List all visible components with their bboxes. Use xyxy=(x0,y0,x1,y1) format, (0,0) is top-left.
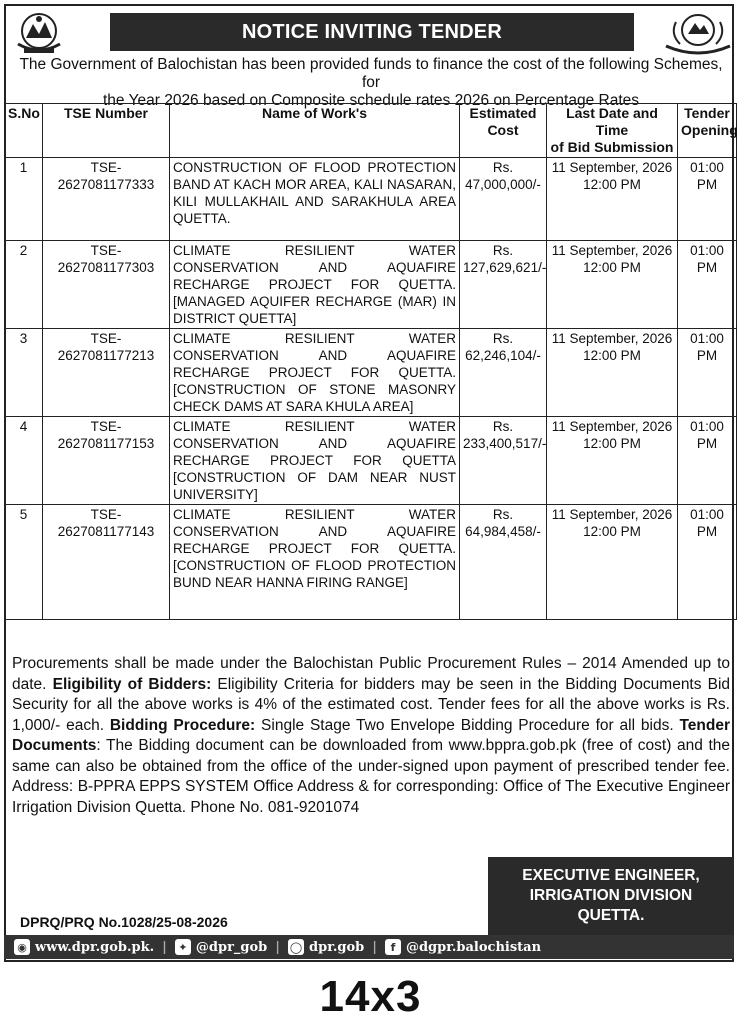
tse-prefix: TSE- xyxy=(90,507,122,522)
cost-currency: Rs. xyxy=(492,243,514,258)
tender-table xyxy=(4,103,737,620)
tse-number: 2627081177213 xyxy=(57,348,155,363)
col-header-tse: TSE Number xyxy=(43,104,170,158)
cell-tse xyxy=(43,329,170,417)
tse-prefix: TSE- xyxy=(90,331,122,346)
cell-date xyxy=(547,158,678,241)
cell-tse xyxy=(43,158,170,241)
signature-block xyxy=(488,857,734,935)
opening-period: PM xyxy=(696,348,718,363)
tse-number: 2627081177153 xyxy=(57,436,155,451)
time-text: 12:00 PM xyxy=(583,436,641,451)
cell-opening xyxy=(678,241,737,329)
cell-tse xyxy=(43,505,170,620)
time-text: 12:00 PM xyxy=(583,524,641,539)
date-text: 11 September, 2026 xyxy=(551,243,673,258)
cell-work: CLIMATE RESILIENT WATER CONSERVATION AND AQUAFIRE RECHARGE PROJECT FOR QUETTA. [MANAGED AQUIFER RECHARGE (MAR) IN DISTRICT QUETTA] xyxy=(170,241,460,329)
facebook-icon: f xyxy=(385,939,401,955)
eligibility-label: Eligibility of Bidders: xyxy=(52,675,212,693)
cost-currency: Rs. xyxy=(492,419,514,434)
intro-line: The Government of Balochistan has been provided funds to finance the cost of the following Schemes, for xyxy=(19,56,723,91)
procurement-rules-text: Procurements shall be made under the Balochistan Public Procurement Rules – 2014 Amended up to date. xyxy=(12,655,730,693)
cost-amount: 127,629,621/- xyxy=(463,260,547,275)
cell-work: CLIMATE RESILIENT WATER CONSERVATION AND AQUAFIRE RECHARGE PROJECT FOR QUETTA. [CONSTRUCTION OF FLOOD PROTECTION BUND NEAR HANNA FIRING RANGE] xyxy=(170,505,460,620)
cell-opening xyxy=(678,329,737,417)
footer-divider: | xyxy=(372,939,377,955)
header-text: of Bid Submission xyxy=(550,139,674,155)
footer-instagram[interactable] xyxy=(288,939,364,955)
footer-divider: | xyxy=(275,939,281,955)
opening-period: PM xyxy=(696,436,718,451)
cell-date xyxy=(547,241,678,329)
notice-title: NOTICE INVITING TENDER xyxy=(110,13,634,51)
intro-text xyxy=(10,56,732,110)
procedure-label: Bidding Procedure: xyxy=(109,716,256,734)
header-text: Time xyxy=(595,122,629,138)
dgpr-emblem-logo xyxy=(662,10,734,56)
cell-work: CLIMATE RESILIENT WATER CONSERVATION AND AQUAFIRE RECHARGE PROJECT FOR QUETTA [CONSTRUCTION OF DAM NEAR NUST UNIVERSITY] xyxy=(170,417,460,505)
opening-time: 01:00 xyxy=(690,331,724,346)
tse-number: 2627081177303 xyxy=(57,260,155,275)
cell-opening xyxy=(678,417,737,505)
balochistan-emblem-logo xyxy=(14,10,64,56)
date-text: 11 September, 2026 xyxy=(551,331,673,346)
opening-time: 01:00 xyxy=(690,419,724,434)
ad-size-label: 14x3 xyxy=(319,972,422,1021)
tse-prefix: TSE- xyxy=(90,160,122,175)
cost-currency: Rs. xyxy=(492,507,514,522)
footer-divider: | xyxy=(162,939,167,955)
twitter-handle[interactable]: @dpr_gob xyxy=(195,939,268,955)
twitter-icon: ✦ xyxy=(175,939,191,955)
table-row xyxy=(5,329,737,417)
eligibility-text: Eligibility Criteria for bidders may be seen in the Bidding Documents Bid Security for all the above works is 4% of the estimated cost. Tender fees for all the above works is Rs. 1,000/- each. xyxy=(12,675,731,734)
cell-opening xyxy=(678,158,737,241)
time-text: 12:00 PM xyxy=(583,348,641,363)
table-header-row xyxy=(5,104,737,158)
cell-sno: 2 xyxy=(5,241,43,329)
time-text: 12:00 PM xyxy=(583,177,641,192)
instagram-handle[interactable]: dpr.gob xyxy=(309,939,365,955)
cell-sno: 5 xyxy=(5,505,43,620)
procedure-text: Single Stage Two Envelope Bidding Procedure for all bids. xyxy=(261,716,674,734)
table-row xyxy=(5,417,737,505)
header-text: Opening xyxy=(681,122,738,138)
opening-time: 01:00 xyxy=(690,243,724,258)
signature-line: QUETTA. xyxy=(577,907,645,924)
cell-work: CLIMATE RESILIENT WATER CONSERVATION AND AQUAFIRE RECHARGE PROJECT FOR QUETTA. [CONSTRUCTION OF STONE MASONRY CHECK DAMS AT SARA KHULA AREA] xyxy=(170,329,460,417)
tse-number: 2627081177333 xyxy=(57,177,155,192)
facebook-handle[interactable]: @dgpr.balochistan xyxy=(405,939,542,955)
date-text: 11 September, 2026 xyxy=(551,507,673,522)
footer-twitter[interactable] xyxy=(175,939,267,955)
tse-prefix: TSE- xyxy=(90,419,122,434)
col-header-opening xyxy=(678,104,737,158)
documents-label: Tender Documents xyxy=(12,716,731,754)
signature-line: IRRIGATION DIVISION xyxy=(529,887,693,904)
col-header-work: Name of Work's xyxy=(170,104,460,158)
cell-date xyxy=(547,417,678,505)
cell-cost xyxy=(460,241,547,329)
website-link[interactable]: www.dpr.gob.pk. xyxy=(35,939,155,955)
header-text: Cost xyxy=(487,122,519,138)
cost-amount: 47,000,000/- xyxy=(465,177,541,192)
opening-period: PM xyxy=(696,177,718,192)
col-header-cost xyxy=(460,104,547,158)
opening-time: 01:00 xyxy=(690,160,724,175)
cost-amount: 64,984,458/- xyxy=(465,524,541,539)
cell-date xyxy=(547,329,678,417)
reference-number: DPRQ/PRQ No.1028/25-08-2026 xyxy=(20,914,228,930)
opening-time: 01:00 xyxy=(690,507,724,522)
cell-sno: 3 xyxy=(5,329,43,417)
instagram-icon: ◯ xyxy=(289,940,303,954)
cell-sno: 4 xyxy=(5,417,43,505)
cost-currency: Rs. xyxy=(492,331,514,346)
cell-tse xyxy=(43,417,170,505)
cell-tse xyxy=(43,241,170,329)
header-text: Tender xyxy=(684,105,730,121)
terms-paragraph xyxy=(12,654,730,818)
cell-cost xyxy=(460,505,547,620)
table-row xyxy=(5,241,737,329)
date-text: 11 September, 2026 xyxy=(551,160,673,175)
cell-date xyxy=(547,505,678,620)
time-text: 12:00 PM xyxy=(583,260,641,275)
date-text: 11 September, 2026 xyxy=(551,419,673,434)
cell-cost xyxy=(460,417,547,505)
cell-cost xyxy=(460,329,547,417)
cost-amount: 233,400,517/- xyxy=(463,436,547,451)
opening-period: PM xyxy=(696,260,718,275)
tse-number: 2627081177143 xyxy=(57,524,155,539)
cost-currency: Rs. xyxy=(492,160,514,175)
signature-line: EXECUTIVE ENGINEER, xyxy=(522,867,700,884)
col-header-date xyxy=(547,104,678,158)
cost-amount: 62,246,104/- xyxy=(465,348,541,363)
table-row xyxy=(5,505,737,620)
intro-line: the Year 2026 based on Composite schedule rates 2026 on Percentage Rates xyxy=(103,92,639,109)
footer-facebook[interactable] xyxy=(385,939,541,955)
cell-opening xyxy=(678,505,737,620)
footer-website[interactable] xyxy=(14,939,154,955)
opening-period: PM xyxy=(696,524,718,539)
header-text: Estimated xyxy=(469,105,537,121)
cell-work: CONSTRUCTION OF FLOOD PROTECTION BAND AT KACH MOR AREA, KALI NASARAN, KILI MULLAKHAIL AND SARAKHULA AREA QUETTA. xyxy=(170,158,460,241)
col-header-sno: S.No xyxy=(5,104,43,158)
table-row xyxy=(5,158,737,241)
cell-sno: 1 xyxy=(5,158,43,241)
documents-text: : The Bidding document can be downloaded from www.bppra.gob.pk (free of cost) and the same can also be obtained from the office of the under-signed upon payment of prescribed tender fee. Address: B-PPRA EPPS SYSTEM Office Address & for corresponding: Office of The Executive Engineer Irrigation Division Quetta. Phone No. 081-9201074 xyxy=(12,737,730,816)
footer-bar xyxy=(4,935,734,959)
header-text: Last Date and xyxy=(566,105,658,121)
tse-prefix: TSE- xyxy=(90,243,122,258)
globe-icon: ◉ xyxy=(14,939,30,955)
cell-cost xyxy=(460,158,547,241)
